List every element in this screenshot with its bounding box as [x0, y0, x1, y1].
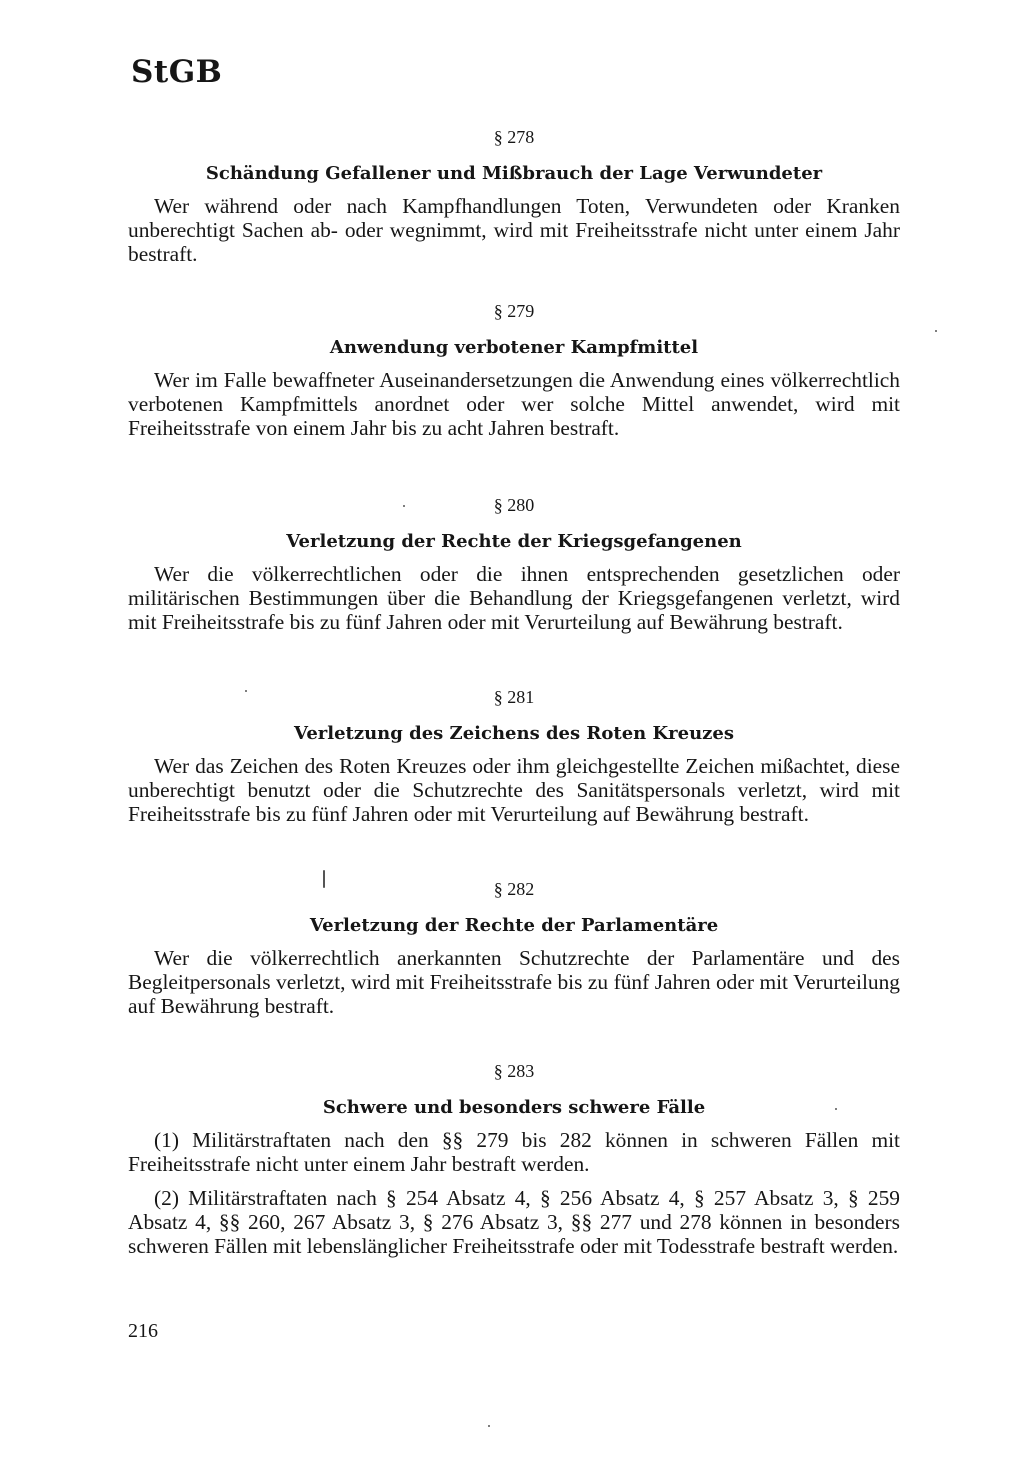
section-number: § 280	[493, 495, 535, 515]
section-number: § 283	[493, 1061, 535, 1081]
section-paragraph: (2) Militärstraftaten nach § 254 Absatz 4, § 256 Absatz 4, § 257 Absatz 3, § 259 Absatz 4, §§ 260, 267 Absatz 3, § 276 Absatz 3, §§ 277 und 278 können in besonders schweren Fällen mit lebenslänglicher Freiheitsstrafe oder mit Todesstrafe bestraft werden.	[128, 1186, 900, 1258]
scan-speck	[935, 330, 937, 332]
section-278	[128, 126, 900, 266]
section-paragraph: Wer das Zeichen des Roten Kreuzes oder ihm gleichgestellte Zeichen mißachtet, diese unberechtigt benutzt oder die Schutzrechte des Sanitätspersonals verletzt, wird mit Freiheitsstrafe bis zu fünf Jahren oder mit Verurteilung auf Bewährung bestraft.	[128, 754, 900, 826]
section-number: § 281	[493, 687, 535, 707]
scan-speck	[403, 505, 405, 507]
section-282	[128, 878, 900, 1018]
scan-speck	[245, 690, 247, 692]
section-281	[128, 686, 900, 826]
section-number: § 282	[493, 879, 535, 899]
section-283	[128, 1060, 900, 1258]
section-paragraph: Wer im Falle bewaffneter Auseinandersetzungen die Anwendung eines völkerrechtlich verbotenen Kampfmittels anordnet oder wer solche Mittel anwendet, wird mit Freiheitsstrafe von einem Jahr bis zu acht Jahren bestraft.	[128, 368, 900, 440]
scan-speck	[323, 870, 325, 888]
scan-speck	[835, 1108, 837, 1110]
section-title: Verletzung der Rechte der Parlamentäre	[309, 915, 719, 936]
section-title: Schändung Gefallener und Mißbrauch der Lage Verwundeter	[205, 163, 823, 184]
section-number: § 279	[493, 301, 535, 321]
page-number: 216	[128, 1320, 158, 1342]
section-title: Schwere und besonders schwere Fälle	[322, 1097, 706, 1118]
section-title: Verletzung des Zeichens des Roten Kreuzes	[294, 723, 734, 744]
section-title: Anwendung verbotener Kampfmittel	[329, 337, 699, 358]
section-paragraph: Wer die völkerrechtlich anerkannten Schutzrechte der Parlamentäre und des Begleitpersonals verletzt, wird mit Freiheitsstrafe bis zu fünf Jahren oder mit Verurteilung auf Bewährung bestraft.	[128, 946, 900, 1018]
scan-speck	[488, 1425, 490, 1427]
section-title: Verletzung der Rechte der Kriegsgefangenen	[286, 531, 742, 552]
section-number: § 278	[493, 127, 535, 147]
section-paragraph: Wer die völkerrechtlichen oder die ihnen entsprechenden gesetzlichen oder militärischen Bestimmungen über die Behandlung der Kriegsgefangenen verletzt, wird mit Freiheitsstrafe bis zu fünf Jahren oder mit Verurteilung auf Bewährung bestraft.	[128, 562, 900, 634]
section-279	[128, 300, 900, 440]
section-paragraph: Wer während oder nach Kampfhandlungen Toten, Verwundeten oder Kranken unberechtigt Sachen ab- oder wegnimmt, wird mit Freiheitsstrafe nicht unter einem Jahr bestraft.	[128, 194, 900, 266]
section-paragraph: (1) Militärstraftaten nach den §§ 279 bis 282 können in schweren Fällen mit Freiheitsstrafe nicht unter einem Jahr bestraft werden.	[128, 1128, 900, 1176]
section-280	[128, 494, 900, 634]
running-head: StGB	[131, 54, 223, 90]
